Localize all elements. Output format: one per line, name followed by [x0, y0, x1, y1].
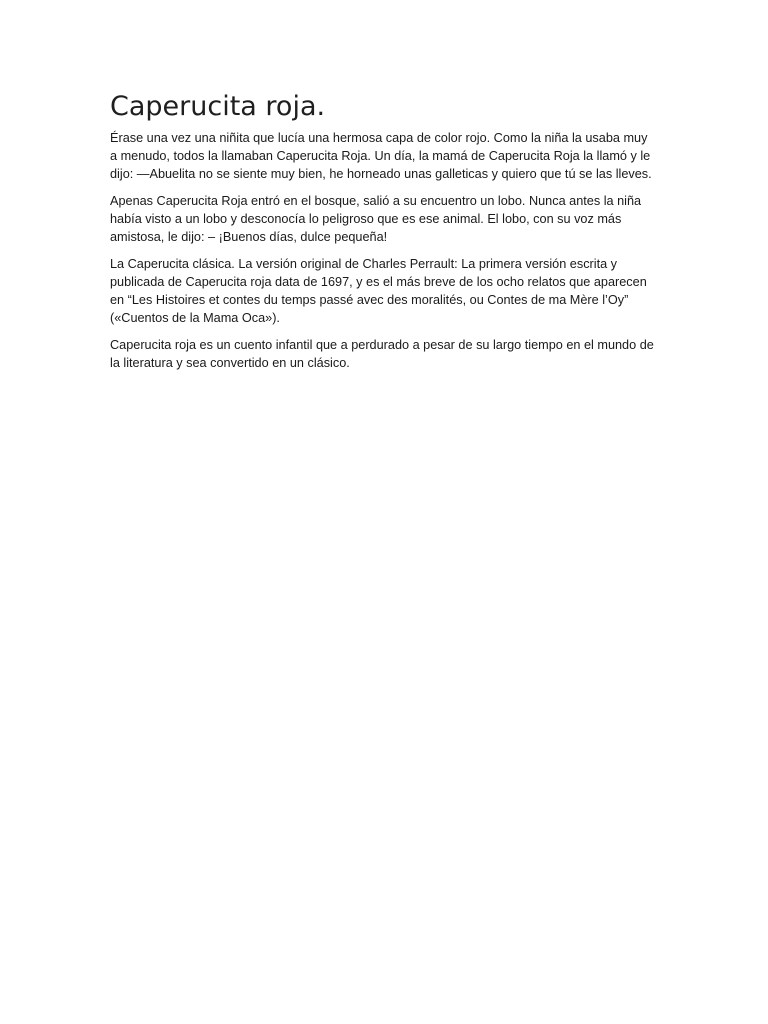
document-title: Caperucita roja. — [110, 91, 326, 122]
paragraph-conclusion: Caperucita roja es un cuento infantil que a perdurado a pesar de su largo tiempo en el mundo de la literatura y sea convertido en un clásico. — [110, 338, 654, 370]
paragraph-perrault-version: La Caperucita clásica. La versión original de Charles Perrault: La primera versión escrita y publicada de Caperucita roja data de 1697, y es el más breve de los ocho relatos que aparecen en “Les Histoires et contes du temps passé avec des moralités, ou Contes de ma Mère l’Oy” («Cuentos de la Mama Oca»). — [110, 257, 647, 325]
paragraph-intro: Érase una vez una niñita que lucía una hermosa capa de color rojo. Como la niña la usaba muy a menudo, todos la llamaban Caperucita Roja. Un día, la mamá de Caperucita Roja la llamó y le dijo: —Abuelita no se siente muy bien, he horneado unas galleticas y quiero que tú se las lleves. — [110, 131, 652, 181]
paragraph-wolf-encounter: Apenas Caperucita Roja entró en el bosque, salió a su encuentro un lobo. Nunca antes la niña había visto a un lobo y desconocía lo peligroso que es ese animal. El lobo, con su voz más amistosa, le dijo: – ¡Buenos días, dulce pequeña! — [110, 194, 642, 244]
